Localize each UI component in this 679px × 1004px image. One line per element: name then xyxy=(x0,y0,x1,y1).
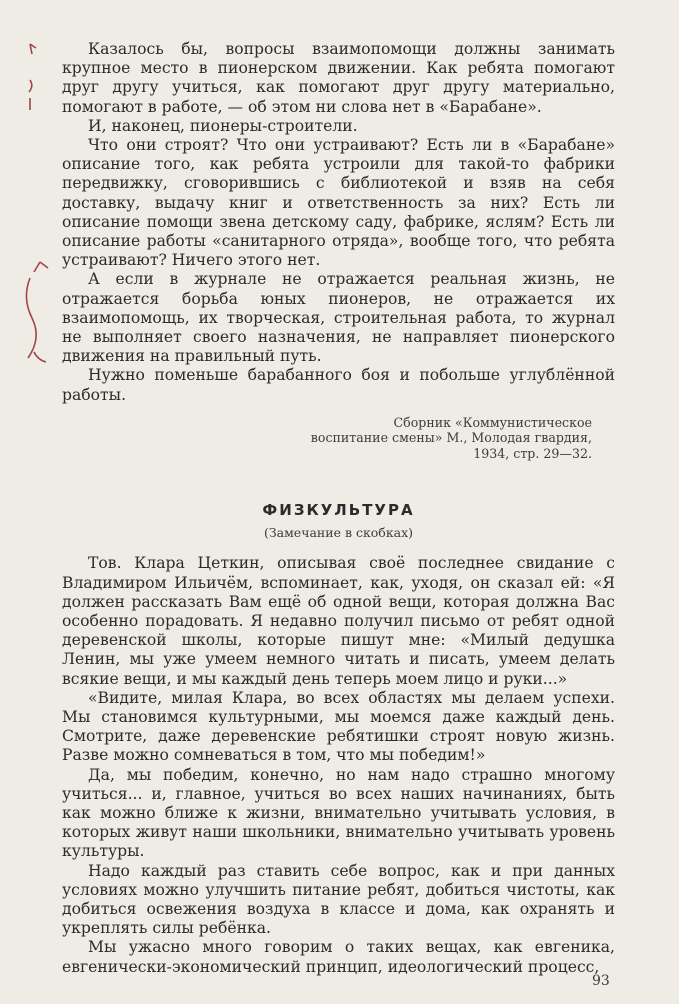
text-column xyxy=(62,40,615,977)
citation-line: Сборник «Коммунистическое xyxy=(393,414,592,430)
paragraph: Мы ужасно много говорим о таких вещах, как евгеника, евгенически-экономический принцип, идеологический процесс, xyxy=(62,938,615,976)
section-subtitle: (Замечание в скобках) xyxy=(263,525,414,541)
paragraph: «Видите, милая Клара, во всех областях мы делаем успехи. Мы становимся культурными, мы моемся даже каждый день. Смотрите, даже деревенские ребятишки строят новую жизнь. Разве можно сомневаться в том, что мы победим!» xyxy=(62,688,615,765)
paragraph: Казалось бы, вопросы взаимопомощи должны занимать крупное место в пионерском движении. Как ребята помогают друг другу учиться, как помогают друг другу материально, помогают в работе, — об этом ни слова нет в «Барабане». xyxy=(62,40,615,116)
page-number: 93 xyxy=(592,973,610,989)
paragraph: А если в журнале не отражается реальная жизнь, не отражается борьба юных пионеров, не отражается их взаимопомощь, их творческая, строительная работа, то журнал не выполняет своего назначения, не направляет пионерского движения на правильный путь. xyxy=(62,270,615,366)
paragraph: Что они строят? Что они устраивают? Есть ли в «Барабане» описание того, как ребята устроили для такой-то фабрики передвижку, сговорившись с библиотекой и взяв на себя доставку, выдачу книг и ответственность за них? Есть ли описание помощи звена детскому саду, фабрике, яслям? Есть ли описание работы «санитарного отряда», вообще того, что ребята устраивают? Ничего этого нет. xyxy=(62,136,615,270)
citation-line: 1934, стр. 29—32. xyxy=(473,445,592,461)
paragraph: Да, мы победим, конечно, но нам надо страшно многому учиться... и, главное, учиться во всех наших начинаниях, быть как можно ближе к жизни, внимательно учитывать условия, в которых живут наши школьники, внимательно учитывать уровень культуры. xyxy=(62,765,615,861)
section-title: ФИЗКУЛЬТУРА xyxy=(262,501,415,520)
paragraph: Тов. Клара Цеткин, описывая своё последнее свидание с Владимиром Ильичём, вспоминает, как, уходя, он сказал ей: «Я должен рассказать Вам ещё об одной вещи, которая должна Вас особенно порадовать. Я недавно получил письмо от ребят одной деревенской школы, которые пишут мне: «Милый дедушка Ленин, мы уже умеем немного читать и писать, умеем делать всякие вещи, и мы каждый день теперь моем лицо и руки...» xyxy=(62,554,615,688)
citation-line: воспитание смены» М., Молодая гвардия, xyxy=(310,430,592,446)
citation xyxy=(292,415,592,462)
paragraph: Надо каждый раз ставить себе вопрос, как и при данных условиях можно улучшить питание ребят, добиться чистоты, как добиться освежения воздуха в классе и дома, как охранять и укреплять силы ребёнка. xyxy=(62,861,615,938)
paragraph: Нужно поменьше барабанного боя и побольше углублённой работы. xyxy=(62,366,615,404)
paragraph: И, наконец, пионеры-строители. xyxy=(88,116,358,135)
margin-pencil-marks xyxy=(0,30,60,410)
